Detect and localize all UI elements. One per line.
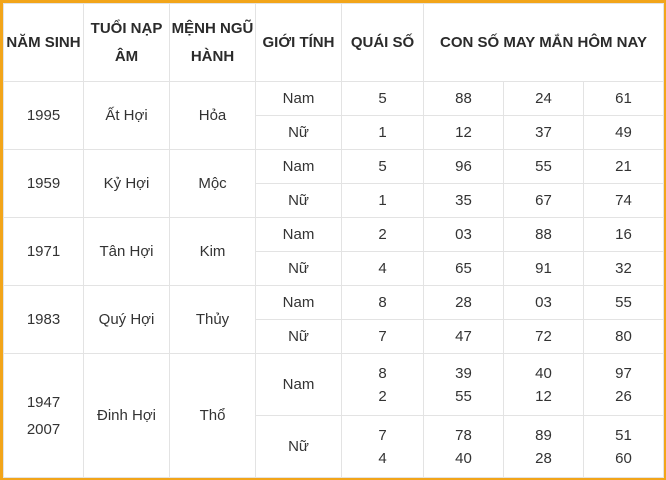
cell-quai-so: 1 [342, 184, 424, 218]
cell-gioi-tinh: Nam [256, 286, 342, 320]
cell-menh: Thổ [170, 354, 256, 478]
cell-number [504, 416, 584, 478]
quai-a: 8 [378, 364, 387, 382]
cell-number: 80 [584, 320, 664, 354]
cell-number: 55 [584, 286, 664, 320]
quai-b: 2 [378, 387, 387, 405]
header-nam-sinh: NĂM SINH [4, 4, 84, 82]
cell-tuoi: Quý Hợi [84, 286, 170, 354]
cell-number: 91 [504, 252, 584, 286]
number-a: 39 [455, 364, 472, 382]
cell-number: 35 [424, 184, 504, 218]
cell-number [504, 354, 584, 416]
cell-quai-so: 5 [342, 82, 424, 116]
cell-number: 49 [584, 116, 664, 150]
cell-tuoi: Tân Hợi [84, 218, 170, 286]
cell-menh: Hỏa [170, 82, 256, 150]
cell-number: 96 [424, 150, 504, 184]
cell-gioi-tinh: Nữ [256, 252, 342, 286]
cell-number [424, 416, 504, 478]
cell-menh: Kim [170, 218, 256, 286]
cell-menh: Mộc [170, 150, 256, 218]
cell-quai-so: 7 [342, 320, 424, 354]
lucky-number-table [3, 3, 664, 478]
cell-quai-so [342, 354, 424, 416]
year-a: 1947 [26, 393, 61, 411]
number-b: 26 [615, 387, 632, 405]
cell-nam-sinh: 1971 [4, 218, 84, 286]
table-row [4, 354, 664, 416]
header-menh-ngu-hanh: MỆNH NGŨ HÀNH [170, 4, 256, 82]
cell-number: 47 [424, 320, 504, 354]
cell-quai-so: 1 [342, 116, 424, 150]
cell-number: 72 [504, 320, 584, 354]
number-b: 28 [535, 449, 552, 467]
table-row [4, 218, 664, 252]
cell-gioi-tinh: Nam [256, 82, 342, 116]
cell-quai-so [342, 416, 424, 478]
table-row [4, 150, 664, 184]
quai-b: 4 [378, 449, 387, 467]
cell-gioi-tinh: Nữ [256, 320, 342, 354]
number-a: 97 [615, 364, 632, 382]
cell-number: 88 [424, 82, 504, 116]
table-row [4, 82, 664, 116]
cell-number: 55 [504, 150, 584, 184]
header-row [4, 4, 664, 82]
number-a: 40 [535, 364, 552, 382]
cell-number: 32 [584, 252, 664, 286]
cell-number: 03 [504, 286, 584, 320]
number-a: 78 [455, 426, 472, 444]
header-tuoi-nap-am: TUỔI NẠP ÂM [84, 4, 170, 82]
cell-number: 12 [424, 116, 504, 150]
cell-gioi-tinh: Nam [256, 218, 342, 252]
cell-number: 37 [504, 116, 584, 150]
cell-number: 28 [424, 286, 504, 320]
cell-quai-so: 2 [342, 218, 424, 252]
cell-number [584, 354, 664, 416]
cell-menh: Thủy [170, 286, 256, 354]
header-quai-so: QUÁI SỐ [342, 4, 424, 82]
quai-a: 7 [378, 426, 387, 444]
cell-tuoi: Kỷ Hợi [84, 150, 170, 218]
number-b: 55 [455, 387, 472, 405]
cell-number: 03 [424, 218, 504, 252]
cell-gioi-tinh: Nam [256, 354, 342, 416]
cell-number [424, 354, 504, 416]
header-con-so: CON SỐ MAY MẮN HÔM NAY [424, 4, 664, 82]
cell-nam-sinh: 1995 [4, 82, 84, 150]
cell-number: 24 [504, 82, 584, 116]
cell-number: 61 [584, 82, 664, 116]
cell-gioi-tinh: Nam [256, 150, 342, 184]
header-gioi-tinh: GIỚI TÍNH [256, 4, 342, 82]
cell-number: 74 [584, 184, 664, 218]
number-a: 89 [535, 426, 552, 444]
cell-number: 65 [424, 252, 504, 286]
cell-nam-sinh: 1959 [4, 150, 84, 218]
cell-gioi-tinh: Nữ [256, 116, 342, 150]
cell-quai-so: 8 [342, 286, 424, 320]
cell-tuoi: Ất Hợi [84, 82, 170, 150]
cell-number: 88 [504, 218, 584, 252]
cell-quai-so: 5 [342, 150, 424, 184]
cell-tuoi: Đinh Hợi [84, 354, 170, 478]
number-a: 51 [615, 426, 632, 444]
number-b: 60 [615, 449, 632, 467]
number-b: 40 [455, 449, 472, 467]
cell-number: 21 [584, 150, 664, 184]
cell-gioi-tinh: Nữ [256, 184, 342, 218]
table-row [4, 286, 664, 320]
cell-number: 67 [504, 184, 584, 218]
cell-number [584, 416, 664, 478]
number-b: 12 [535, 387, 552, 405]
year-b: 2007 [26, 420, 61, 438]
cell-number: 16 [584, 218, 664, 252]
cell-nam-sinh: 1983 [4, 286, 84, 354]
cell-nam-sinh [4, 354, 84, 478]
cell-gioi-tinh: Nữ [256, 416, 342, 478]
cell-quai-so: 4 [342, 252, 424, 286]
